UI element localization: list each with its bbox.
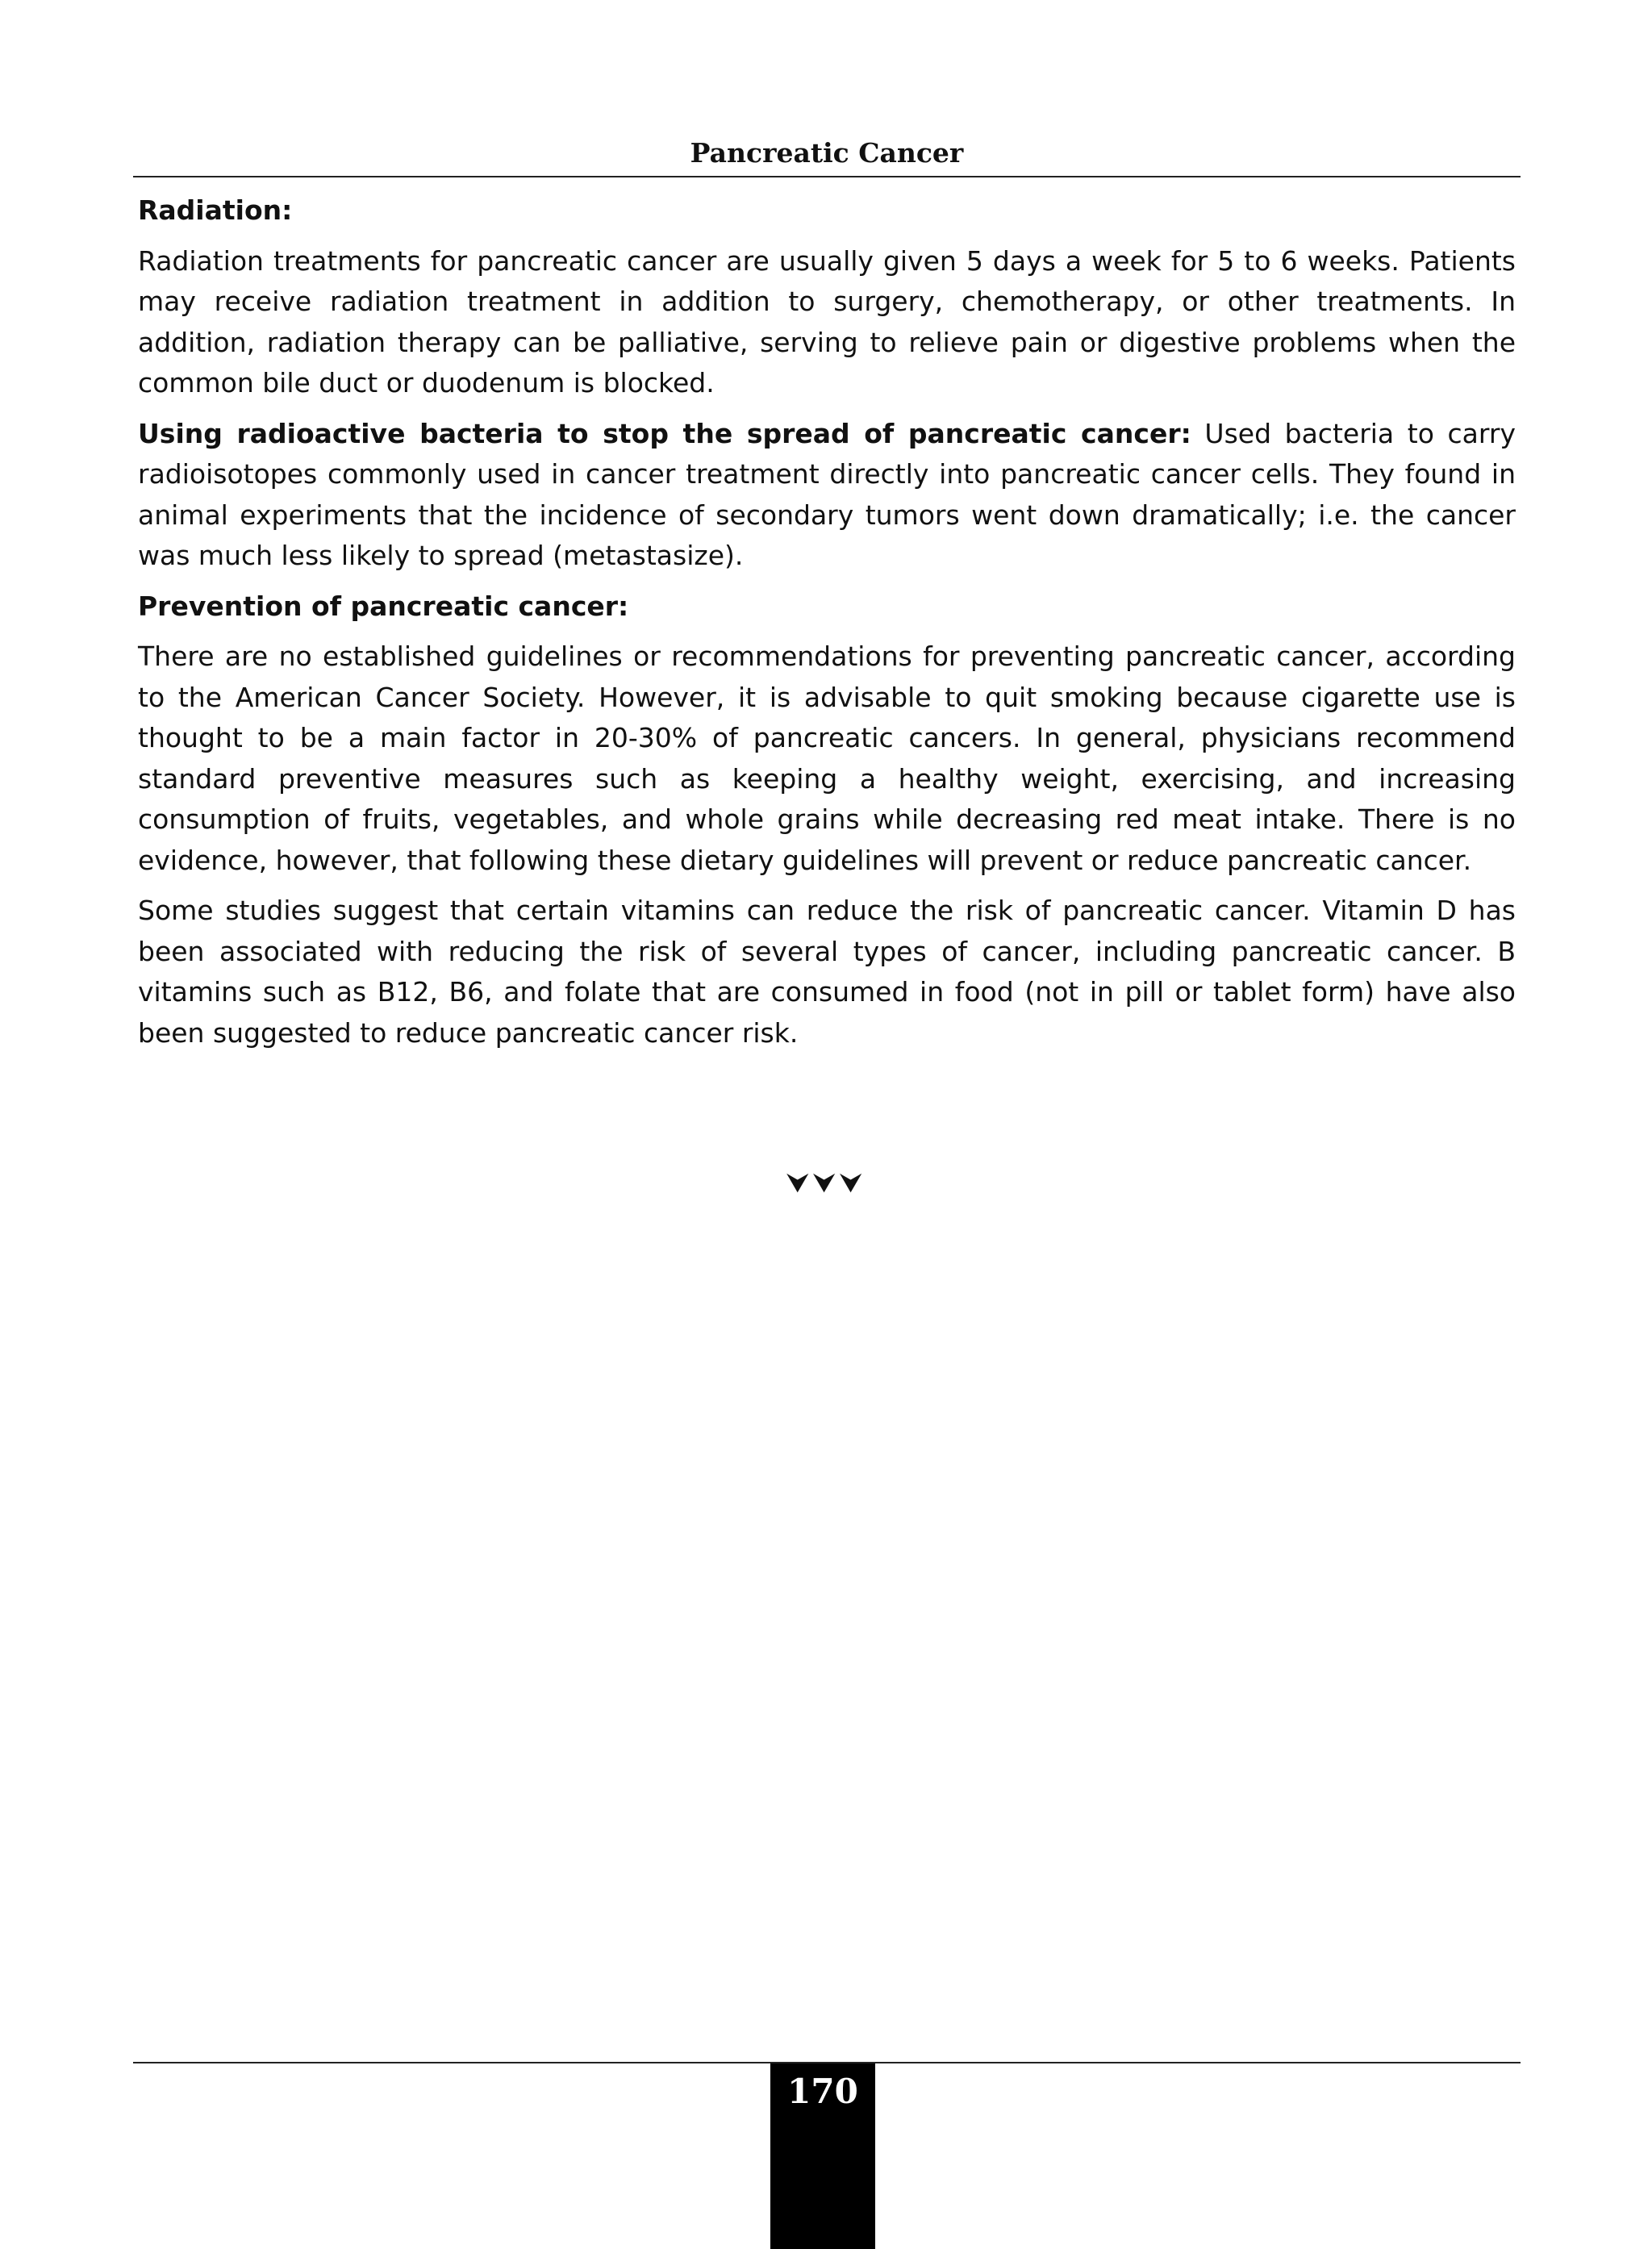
prevention-heading: Prevention of pancreatic cancer: <box>138 590 629 622</box>
prevention-paragraph-1: There are no established guidelines or recommendations for preventing pancreatic cancer, according to the American Cancer Society. However, it is advisable to quit smoking because cigarette use is thought to be a main factor in 20-30% of pancreatic cancers. In general, physicians recommend standard preventive measures such as keeping a healthy weight, exercising, and increasing consumption of fruits, vegetables, and whole grains while decreasing red meat intake. There is no evidence, however, that following these dietary guidelines will prevent or reduce pancreatic cancer. <box>138 640 1516 876</box>
radiation-heading: Radiation: <box>138 194 293 226</box>
radioactive-bacteria-paragraph <box>138 414 1516 577</box>
radioactive-bacteria-lead: Using radioactive bacteria to stop the spread of pancreatic cancer: <box>138 417 1191 449</box>
page-number: 170 <box>770 2063 875 2249</box>
header-divider <box>133 176 1521 177</box>
radioactive-bacteria-text: Used bacteria to carry radioisotopes commonly used in cancer treatment directly into pancreatic cancer cells. They found in animal experiments that the incidence of secondary tumors went down dramatically; i.e. the cancer was much less likely to spread (metastasize). <box>138 417 1516 571</box>
radiation-paragraph: Radiation treatments for pancreatic cancer are usually given 5 days a week for 5 to 6 weeks. Patients may receive radiation treatment in addition to surgery, chemotherapy, or other treatments. In addition, radiation therapy can be palliative, serving to relieve pain or digestive problems when the common bile duct or duodenum is blocked. <box>138 244 1516 398</box>
section-end-ornament: ⮟⮟⮟ <box>786 1167 866 1200</box>
prevention-paragraph-2: Some studies suggest that certain vitamins can reduce the risk of pancreatic cancer. Vitamin D has been associated with reducing the risk of several types of cancer, including pancreatic cancer. B vitamins such as B12, B6, and folate that are consumed in food (not in pill or tablet form) have also been suggested to reduce pancreatic cancer risk. <box>138 895 1516 1049</box>
page-body <box>138 190 1516 1063</box>
running-header-title: Pancreatic Cancer <box>690 137 964 169</box>
